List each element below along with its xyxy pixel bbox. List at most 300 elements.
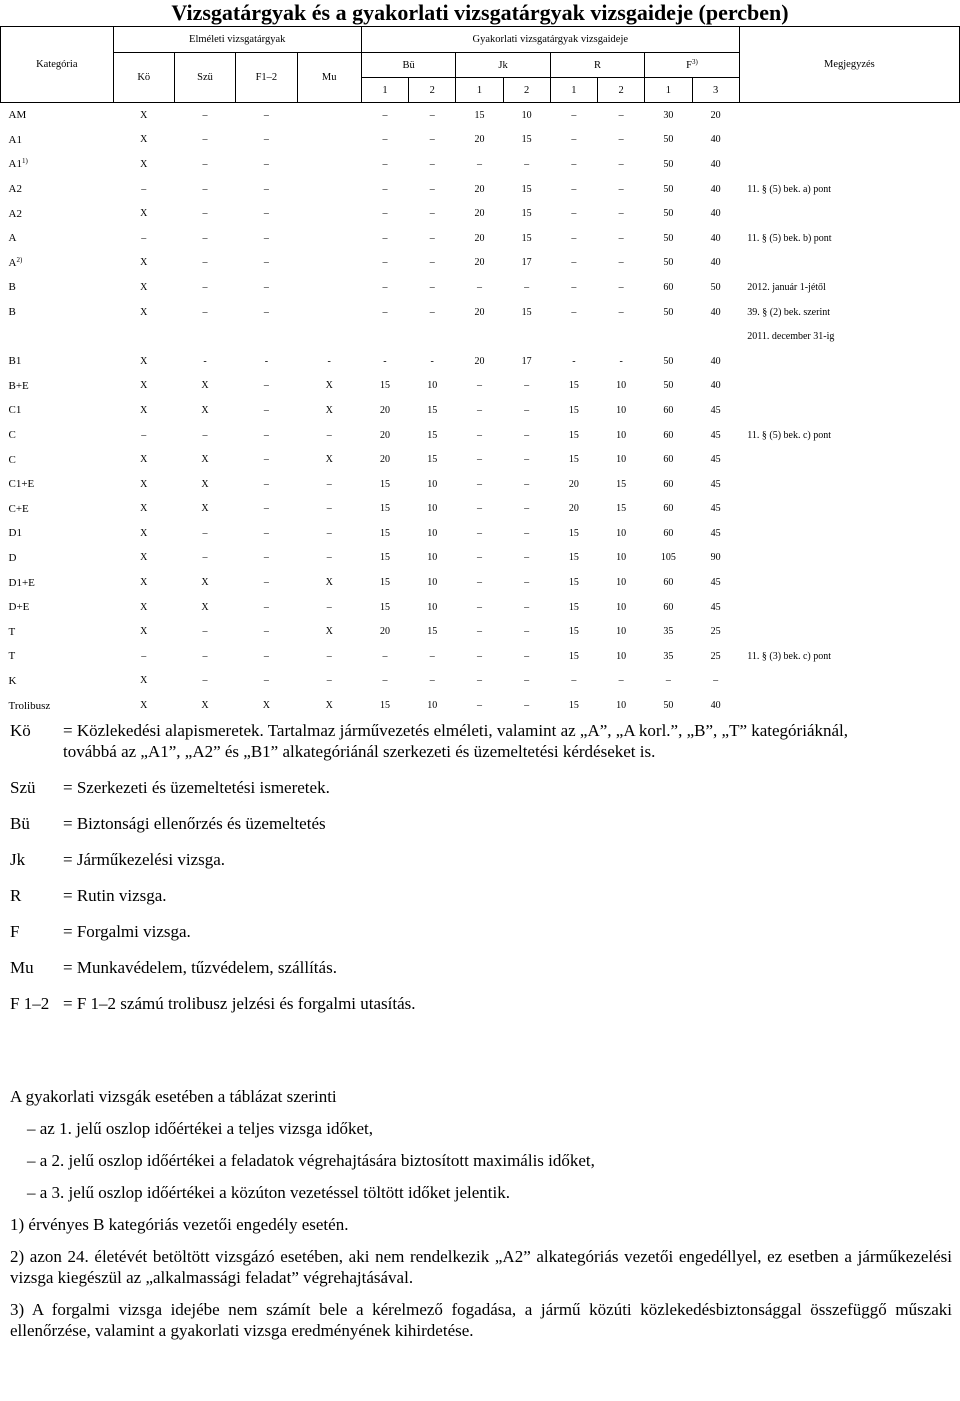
header-category: Kategória bbox=[1, 27, 114, 103]
value-cell: 60 bbox=[663, 478, 674, 490]
value-cell: X bbox=[201, 577, 209, 589]
value-cell bbox=[297, 226, 361, 251]
value-cell: – bbox=[524, 675, 530, 687]
value-cell: X bbox=[325, 626, 333, 638]
category-label: A bbox=[8, 256, 17, 269]
value-cell: 10 bbox=[616, 380, 627, 392]
table-row bbox=[1, 570, 960, 595]
value-cell: 40 bbox=[710, 380, 721, 392]
category-cell bbox=[1, 201, 114, 226]
value-cell: – bbox=[524, 577, 530, 589]
category-cell bbox=[1, 423, 114, 448]
value-cell: 45 bbox=[710, 404, 721, 416]
remark-cell bbox=[739, 693, 959, 718]
value-cell: – bbox=[263, 601, 269, 613]
value-cell: X bbox=[262, 700, 270, 712]
header-ko: Kö bbox=[113, 53, 174, 103]
value-cell: 20 bbox=[568, 503, 579, 515]
category-cell bbox=[1, 300, 114, 325]
value-cell: 15 bbox=[474, 109, 485, 121]
category-cell bbox=[1, 152, 114, 177]
value-cell: 50 bbox=[663, 183, 674, 195]
value-cell: – bbox=[263, 404, 269, 416]
value-cell: X bbox=[140, 404, 148, 416]
value-cell: – bbox=[263, 454, 269, 466]
value-cell: – bbox=[382, 232, 388, 244]
value-cell bbox=[174, 324, 235, 349]
value-cell: – bbox=[263, 257, 269, 269]
value-cell: 40 bbox=[710, 183, 721, 195]
value-cell bbox=[297, 251, 361, 276]
category-cell bbox=[1, 275, 114, 300]
category-label: K bbox=[8, 674, 17, 687]
value-cell: 15 bbox=[379, 700, 390, 712]
value-cell: 60 bbox=[663, 429, 674, 441]
header-f12: F1–2 bbox=[236, 53, 297, 103]
value-cell: 15 bbox=[568, 527, 579, 539]
value-cell: – bbox=[429, 650, 435, 662]
value-cell: – bbox=[476, 577, 482, 589]
value-cell bbox=[456, 324, 503, 349]
value-cell bbox=[598, 324, 645, 349]
value-cell bbox=[297, 201, 361, 226]
value-cell: 20 bbox=[474, 257, 485, 269]
value-cell bbox=[645, 324, 692, 349]
category-cell bbox=[1, 177, 114, 202]
value-cell bbox=[297, 128, 361, 153]
definition-text: = Munkavédelem, tűzvédelem, szállítás. bbox=[63, 958, 337, 977]
value-cell: X bbox=[140, 478, 148, 490]
value-cell: 17 bbox=[521, 257, 532, 269]
value-cell: – bbox=[429, 257, 435, 269]
value-cell: 40 bbox=[710, 134, 721, 146]
category-cell bbox=[1, 349, 114, 374]
column-meaning-item: – a 2. jelű oszlop időértékei a feladatok végrehajtására biztosított maximális időket, bbox=[27, 1151, 595, 1170]
value-cell: X bbox=[325, 700, 333, 712]
table-row bbox=[1, 546, 960, 571]
value-cell bbox=[409, 324, 456, 349]
practical-intro: A gyakorlati vizsgák esetében a táblázat szerinti bbox=[10, 1087, 337, 1106]
value-cell: – bbox=[524, 601, 530, 613]
table-row bbox=[1, 349, 960, 374]
value-cell: 20 bbox=[379, 454, 390, 466]
value-cell: – bbox=[571, 109, 577, 121]
footnote: 1) érvényes B kategóriás vezetői engedély esetén. bbox=[10, 1215, 349, 1234]
category-cell bbox=[1, 251, 114, 276]
value-cell: 15 bbox=[427, 626, 438, 638]
category-cell bbox=[1, 693, 114, 718]
value-cell: – bbox=[326, 478, 332, 490]
table-row bbox=[1, 423, 960, 448]
value-cell: 25 bbox=[710, 650, 721, 662]
category-cell bbox=[1, 497, 114, 522]
definition-text: = Biztonsági ellenőrzés és üzemeltetés bbox=[63, 814, 326, 833]
value-cell: – bbox=[382, 675, 388, 687]
category-cell bbox=[1, 398, 114, 423]
category-cell bbox=[1, 619, 114, 644]
definition-term: Mu bbox=[10, 958, 34, 977]
value-cell: 40 bbox=[710, 208, 721, 220]
value-cell: 60 bbox=[663, 404, 674, 416]
definition-item bbox=[10, 993, 900, 1014]
value-cell: 45 bbox=[710, 601, 721, 613]
value-cell: 50 bbox=[663, 134, 674, 146]
value-cell: 15 bbox=[427, 404, 438, 416]
value-cell: – bbox=[202, 429, 208, 441]
category-label: Trolibusz bbox=[8, 699, 51, 712]
value-cell: - bbox=[203, 355, 207, 367]
value-cell: – bbox=[202, 281, 208, 293]
value-cell: – bbox=[263, 183, 269, 195]
category-cell bbox=[1, 521, 114, 546]
remark-cell: 11. § (5) bek. c) pont bbox=[747, 429, 832, 441]
value-cell bbox=[361, 324, 408, 349]
definition-text: = Rutin vizsga. bbox=[63, 886, 167, 905]
value-cell: 35 bbox=[663, 650, 674, 662]
value-cell: 30 bbox=[663, 109, 674, 121]
value-cell: X bbox=[325, 404, 333, 416]
value-cell: 40 bbox=[710, 306, 721, 318]
value-cell: – bbox=[618, 109, 624, 121]
value-cell: – bbox=[429, 158, 435, 170]
value-cell: – bbox=[571, 232, 577, 244]
value-cell: 60 bbox=[663, 454, 674, 466]
header-szu: Szü bbox=[174, 53, 235, 103]
value-cell: – bbox=[429, 232, 435, 244]
remark-cell bbox=[739, 251, 959, 276]
value-cell: – bbox=[202, 257, 208, 269]
value-cell: – bbox=[263, 577, 269, 589]
definition-item bbox=[10, 921, 900, 942]
value-cell: 40 bbox=[710, 158, 721, 170]
value-cell: 40 bbox=[710, 700, 721, 712]
value-cell: – bbox=[618, 281, 624, 293]
category-label: C1 bbox=[8, 404, 22, 417]
remark-cell bbox=[739, 447, 959, 472]
value-cell: 40 bbox=[710, 232, 721, 244]
value-cell: 50 bbox=[663, 232, 674, 244]
value-cell: X bbox=[140, 577, 148, 589]
value-cell: – bbox=[524, 478, 530, 490]
category-cell bbox=[1, 546, 114, 571]
value-cell: 20 bbox=[710, 109, 721, 121]
table-row bbox=[1, 521, 960, 546]
category-label: B bbox=[8, 306, 16, 319]
value-cell: – bbox=[382, 158, 388, 170]
value-cell: 15 bbox=[379, 527, 390, 539]
value-cell: – bbox=[476, 527, 482, 539]
value-cell bbox=[297, 103, 361, 128]
value-cell bbox=[550, 324, 597, 349]
value-cell: 15 bbox=[379, 380, 390, 392]
definition-text: = Közlekedési alapismeretek. Tartalmaz járművezetés elméleti, valamint az „A”, „A korl.”, „B”, „T” kategóriáknál, továbbá az „A1”, „A2” és „B1” alkategóriánál szerkezeti és üzemeltetési kérdéseket is. bbox=[63, 721, 849, 761]
header-remark: Megjegyzés bbox=[739, 27, 959, 103]
value-cell: – bbox=[524, 503, 530, 515]
value-cell: – bbox=[263, 650, 269, 662]
value-cell: 20 bbox=[474, 232, 485, 244]
value-cell: – bbox=[476, 158, 482, 170]
value-cell: X bbox=[140, 700, 148, 712]
value-cell: – bbox=[263, 527, 269, 539]
remark-cell bbox=[739, 152, 959, 177]
value-cell: – bbox=[476, 281, 482, 293]
value-cell: – bbox=[524, 281, 530, 293]
value-cell: – bbox=[202, 527, 208, 539]
value-cell: X bbox=[140, 355, 148, 367]
category-cell bbox=[1, 226, 114, 251]
value-cell: X bbox=[140, 158, 148, 170]
category-label: AM bbox=[8, 109, 27, 122]
remark-cell: 2011. december 31-ig bbox=[747, 331, 835, 343]
value-cell: – bbox=[476, 675, 482, 687]
category-label: C bbox=[8, 453, 16, 466]
value-cell: – bbox=[263, 134, 269, 146]
remark-cell bbox=[739, 349, 959, 374]
header-sub-number: 2 bbox=[598, 78, 645, 103]
value-cell: X bbox=[140, 626, 148, 638]
value-cell: 10 bbox=[616, 454, 627, 466]
definition-item bbox=[10, 813, 900, 834]
table-row bbox=[1, 201, 960, 226]
value-cell: X bbox=[140, 109, 148, 121]
category-cell bbox=[1, 472, 114, 497]
value-cell: – bbox=[141, 183, 147, 195]
category-cell bbox=[1, 669, 114, 694]
value-cell: 50 bbox=[663, 257, 674, 269]
value-cell bbox=[297, 152, 361, 177]
exam-times-table bbox=[0, 26, 960, 718]
header-sub-number: 3 bbox=[692, 78, 739, 103]
value-cell: 15 bbox=[616, 503, 627, 515]
value-cell: 17 bbox=[521, 355, 532, 367]
value-cell: X bbox=[140, 208, 148, 220]
definition-term: F bbox=[10, 922, 20, 941]
value-cell: 50 bbox=[663, 700, 674, 712]
value-cell: – bbox=[571, 134, 577, 146]
value-cell: – bbox=[382, 109, 388, 121]
value-cell: 15 bbox=[379, 601, 390, 613]
header-mu: Mu bbox=[297, 53, 361, 103]
category-label: B+E bbox=[8, 379, 29, 392]
value-cell: – bbox=[524, 429, 530, 441]
value-cell: X bbox=[201, 601, 209, 613]
header-f-label: F bbox=[686, 59, 692, 71]
value-cell: – bbox=[382, 650, 388, 662]
table-row bbox=[1, 128, 960, 153]
footnote: 2) azon 24. életévét betöltött vizsgázó esetében, aki nem rendelkezik „A2” alkategóriás vezetői engedéllyel, ez esetben a járműkezelési vizsga kiegészül az „alkalmassági feladat” végrehajtásával. bbox=[10, 1247, 952, 1287]
value-cell bbox=[297, 324, 361, 349]
value-cell: 10 bbox=[427, 478, 438, 490]
value-cell: 60 bbox=[663, 503, 674, 515]
value-cell: – bbox=[665, 675, 671, 687]
value-cell: – bbox=[571, 281, 577, 293]
remark-cell: 11. § (5) bek. b) pont bbox=[747, 232, 832, 244]
value-cell: 15 bbox=[427, 429, 438, 441]
value-cell: – bbox=[524, 454, 530, 466]
value-cell: – bbox=[618, 158, 624, 170]
value-cell: - bbox=[619, 355, 623, 367]
value-cell bbox=[236, 324, 297, 349]
value-cell: – bbox=[382, 257, 388, 269]
remark-cell bbox=[739, 201, 959, 226]
value-cell: 15 bbox=[616, 478, 627, 490]
value-cell: 20 bbox=[474, 306, 485, 318]
table-row bbox=[1, 497, 960, 522]
value-cell: – bbox=[618, 208, 624, 220]
value-cell: – bbox=[141, 232, 147, 244]
column-meaning-item: – az 1. jelű oszlop időértékei a teljes vizsga időket, bbox=[27, 1119, 374, 1138]
value-cell: – bbox=[571, 158, 577, 170]
value-cell: 10 bbox=[616, 429, 627, 441]
value-cell: 15 bbox=[521, 306, 532, 318]
definition-text: = F 1–2 számú trolibusz jelzési és forgalmi utasítás. bbox=[63, 994, 416, 1013]
value-cell: 60 bbox=[663, 281, 674, 293]
remark-cell: 11. § (5) bek. a) pont bbox=[747, 183, 832, 195]
value-cell: 15 bbox=[379, 503, 390, 515]
value-cell: – bbox=[326, 429, 332, 441]
value-cell: – bbox=[202, 552, 208, 564]
value-cell: – bbox=[618, 232, 624, 244]
value-cell: - bbox=[327, 355, 331, 367]
category-label: B bbox=[8, 281, 16, 294]
definition-term: Szü bbox=[10, 778, 36, 797]
table-row bbox=[1, 251, 960, 276]
value-cell: – bbox=[263, 380, 269, 392]
value-cell: – bbox=[524, 700, 530, 712]
value-cell: 20 bbox=[379, 404, 390, 416]
value-cell: – bbox=[382, 281, 388, 293]
value-cell: – bbox=[476, 454, 482, 466]
value-cell: 10 bbox=[616, 404, 627, 416]
category-cell bbox=[1, 324, 114, 349]
table-row bbox=[1, 447, 960, 472]
value-cell: – bbox=[202, 109, 208, 121]
header-f bbox=[645, 53, 739, 78]
header-sub-number: 1 bbox=[456, 78, 503, 103]
value-cell: X bbox=[140, 675, 148, 687]
remark-cell bbox=[739, 103, 959, 128]
table-row bbox=[1, 226, 960, 251]
value-cell: – bbox=[524, 380, 530, 392]
value-cell: 15 bbox=[379, 577, 390, 589]
value-cell: – bbox=[382, 306, 388, 318]
value-cell: 50 bbox=[663, 208, 674, 220]
value-cell: 60 bbox=[663, 601, 674, 613]
value-cell: – bbox=[524, 404, 530, 416]
header-theory-group: Elméleti vizsgatárgyak bbox=[113, 27, 361, 53]
value-cell: – bbox=[326, 675, 332, 687]
value-cell: – bbox=[202, 306, 208, 318]
value-cell: – bbox=[202, 158, 208, 170]
value-cell: 10 bbox=[616, 650, 627, 662]
definition-item bbox=[10, 849, 900, 870]
value-cell: 15 bbox=[568, 429, 579, 441]
value-cell: 15 bbox=[427, 454, 438, 466]
value-cell: – bbox=[618, 306, 624, 318]
value-cell: – bbox=[382, 208, 388, 220]
value-cell: 15 bbox=[568, 404, 579, 416]
remark-cell bbox=[739, 497, 959, 522]
remark-cell bbox=[739, 619, 959, 644]
value-cell: 60 bbox=[663, 527, 674, 539]
value-cell: 105 bbox=[660, 552, 676, 564]
header-sub-number: 2 bbox=[409, 78, 456, 103]
value-cell: – bbox=[571, 306, 577, 318]
value-cell: – bbox=[618, 134, 624, 146]
value-cell bbox=[113, 324, 174, 349]
value-cell: – bbox=[476, 380, 482, 392]
value-cell: 50 bbox=[663, 158, 674, 170]
table-row bbox=[1, 398, 960, 423]
value-cell bbox=[297, 177, 361, 202]
value-cell: – bbox=[202, 675, 208, 687]
value-cell: X bbox=[201, 700, 209, 712]
value-cell: X bbox=[140, 134, 148, 146]
value-cell: 15 bbox=[521, 208, 532, 220]
value-cell: – bbox=[476, 503, 482, 515]
practical-notes bbox=[10, 1086, 952, 1352]
value-cell: – bbox=[429, 183, 435, 195]
category-footnote-mark: 1) bbox=[21, 157, 28, 166]
value-cell: X bbox=[140, 380, 148, 392]
value-cell: X bbox=[140, 527, 148, 539]
value-cell: – bbox=[476, 429, 482, 441]
value-cell: – bbox=[429, 109, 435, 121]
value-cell: - bbox=[430, 355, 434, 367]
value-cell: – bbox=[202, 134, 208, 146]
table-row bbox=[1, 324, 960, 349]
value-cell: – bbox=[476, 552, 482, 564]
value-cell: X bbox=[201, 454, 209, 466]
value-cell: 90 bbox=[710, 552, 721, 564]
value-cell: 45 bbox=[710, 527, 721, 539]
value-cell: 15 bbox=[521, 183, 532, 195]
definition-text: = Forgalmi vizsga. bbox=[63, 922, 191, 941]
value-cell: – bbox=[263, 478, 269, 490]
definition-item bbox=[10, 720, 900, 762]
value-cell: – bbox=[524, 552, 530, 564]
value-cell: X bbox=[140, 454, 148, 466]
value-cell: 10 bbox=[427, 527, 438, 539]
remark-cell bbox=[739, 374, 959, 399]
remark-cell bbox=[739, 398, 959, 423]
value-cell: X bbox=[201, 380, 209, 392]
category-cell bbox=[1, 447, 114, 472]
value-cell: X bbox=[201, 478, 209, 490]
value-cell: 20 bbox=[379, 626, 390, 638]
value-cell: – bbox=[326, 503, 332, 515]
category-label: C+E bbox=[8, 502, 29, 515]
value-cell: X bbox=[201, 404, 209, 416]
value-cell: 15 bbox=[568, 650, 579, 662]
category-cell bbox=[1, 103, 114, 128]
value-cell: 25 bbox=[710, 626, 721, 638]
definition-term: R bbox=[10, 886, 22, 905]
value-cell: 45 bbox=[710, 429, 721, 441]
value-cell: – bbox=[202, 208, 208, 220]
remark-cell bbox=[739, 595, 959, 620]
table-row bbox=[1, 669, 960, 694]
category-label: T bbox=[8, 650, 16, 663]
value-cell: 50 bbox=[663, 355, 674, 367]
value-cell: – bbox=[263, 675, 269, 687]
value-cell: – bbox=[429, 675, 435, 687]
value-cell bbox=[297, 275, 361, 300]
value-cell: 10 bbox=[616, 700, 627, 712]
value-cell: X bbox=[140, 257, 148, 269]
value-cell: – bbox=[429, 134, 435, 146]
value-cell: X bbox=[325, 577, 333, 589]
